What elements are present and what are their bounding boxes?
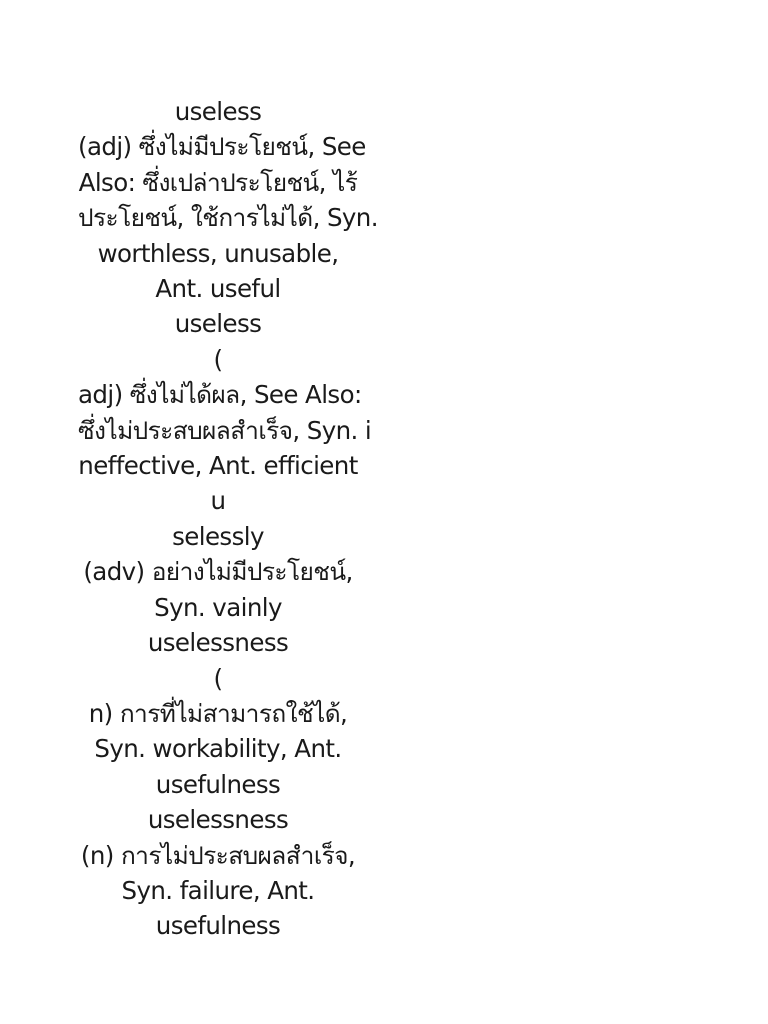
definition-line: (	[213, 344, 223, 374]
dictionary-text	[78, 94, 378, 944]
definition-line: Ant. useful	[155, 274, 281, 304]
definition-line: Syn. workability, Ant.	[94, 734, 342, 764]
definition-line: (	[213, 663, 223, 693]
definition-line: worthless, unusable,	[97, 238, 339, 268]
definition-line: usefulness	[155, 911, 281, 941]
entry-word-uselessness: uselessness	[147, 628, 289, 658]
definition-line: Syn. failure, Ant.	[121, 875, 315, 905]
definition-line: adj) ซึ่งไม่ได้ผล, See Also:	[78, 380, 362, 410]
definition-line: Also: ซึ่งเปล่าประโยชน์, ไร้	[78, 167, 358, 197]
definition-line: ประโยชน์, ใช้การไม่ได้, Syn.	[78, 203, 378, 233]
definition-line: usefulness	[155, 769, 281, 799]
definition-line: (adv) อย่างไม่มีประโยชน์,	[83, 557, 353, 587]
definition-line: ซึ่งไม่ประสบผลสำเร็จ, Syn. i	[78, 415, 372, 445]
definition-line: (adj) ซึ่งไม่มีประโยชน์, See	[78, 132, 366, 162]
definition-line: Syn. vainly	[154, 592, 282, 622]
definition-line: neffective, Ant. efficient	[78, 451, 358, 481]
entry-word-useless: useless	[174, 309, 262, 339]
entry-word-uselessness: uselessness	[147, 805, 289, 835]
definition-line: (n) การไม่ประสบผลสำเร็จ,	[80, 840, 356, 870]
entry-word-uselessly: u	[210, 486, 226, 516]
entry-word-useless: useless	[174, 97, 262, 126]
definition-line: n) การที่ไม่สามารถใช้ได้,	[88, 698, 348, 728]
entry-word-uselessly: selessly	[172, 521, 264, 551]
